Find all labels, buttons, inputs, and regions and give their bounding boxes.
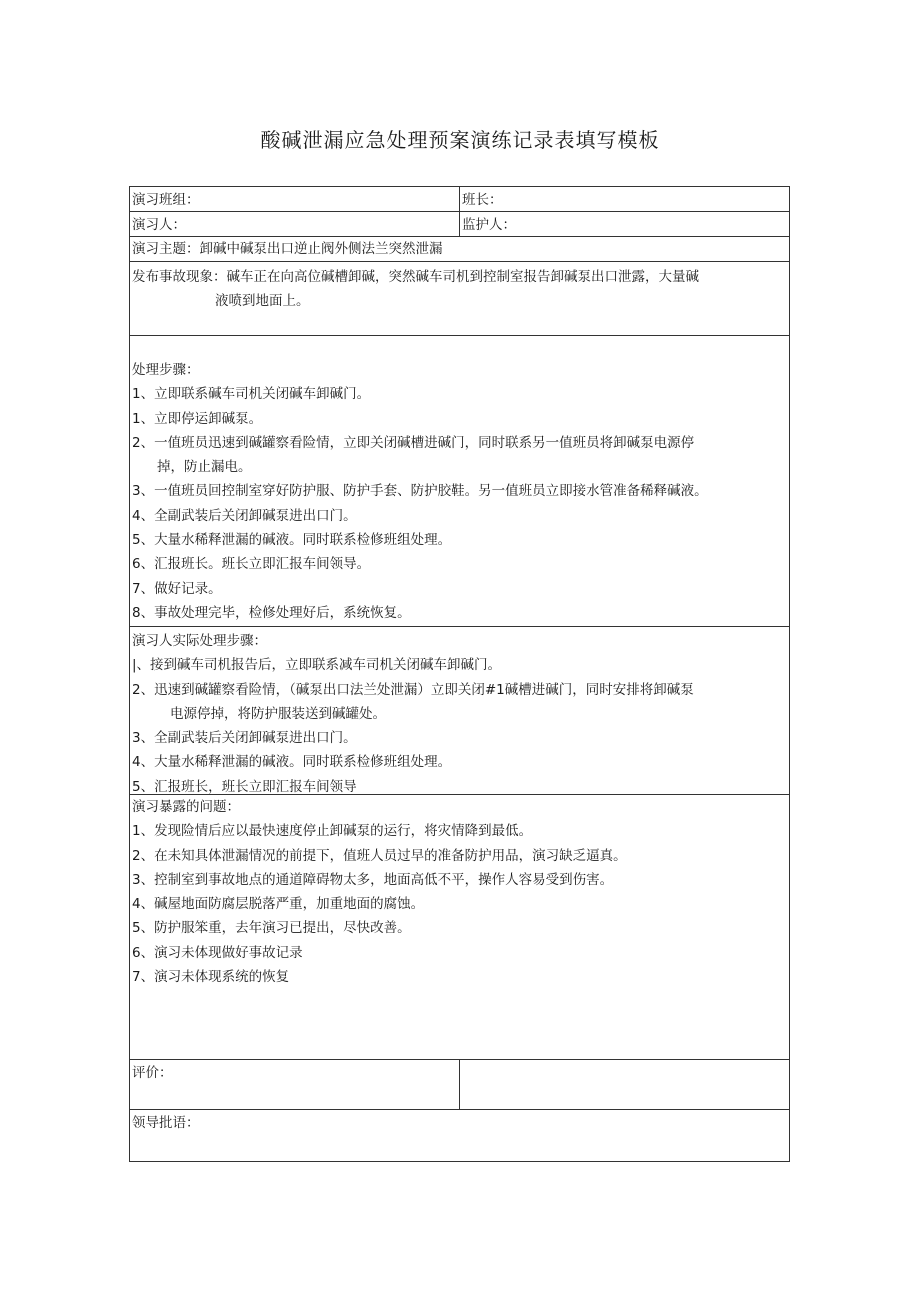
step-item: 4、全副武装后关闭卸碱泵进出口门。 — [132, 507, 357, 524]
step-item: 3、一值班员回控制室穿好防护服、防护手套、防护胶鞋。另一值班员立即接水管准备稀释碱液。 — [132, 483, 708, 500]
problem-item: 1、发现险情后应以最快速度停止卸碱泵的运行，将灾情降到最低。 — [132, 823, 533, 840]
actual-item-continued: 电源停掉，将防护服装送到碱罐处。 — [170, 705, 386, 722]
incident-line-2: 液喷到地面上。 — [215, 293, 310, 310]
problem-item: 6、演习未体现做好事故记录 — [132, 944, 303, 961]
step-item: 5、大量水稀释泄漏的碱液。同时联系检修班组处理。 — [132, 532, 452, 549]
step-item: 7、做好记录。 — [132, 580, 222, 597]
actual-item: 2、迅速到碱罐察看险情，（碱泵出口法兰处泄漏）立即关闭#1碱槽进碱门，同时安排将卸碱泵 — [132, 681, 694, 698]
problems-heading: 演习暴露的问题： — [132, 799, 240, 815]
steps-heading: 处理步骤： — [132, 362, 200, 378]
actual-item: 5、汇报班长，班长立即汇报车间领导 — [132, 778, 357, 795]
problem-item: 2、在未知具体泄漏情况的前提下，值班人员过早的准备防护用品，演习缺乏逼真。 — [132, 847, 627, 864]
incident-line-1: 发布事故现象：碱车正在向高位碱槽卸碱，突然碱车司机到控制室报告卸碱泵出口泄露，大量碱 — [132, 269, 699, 285]
problem-item: 7、演习未体现系统的恢复 — [132, 969, 290, 986]
step-item-continued: 掉，防止漏电。 — [157, 459, 252, 476]
page-title: 酸碱泄漏应急处理预案演练记录表填写模板 — [260, 128, 660, 152]
drill-topic: 演习主题：卸碱中碱泵出口逆止阀外侧法兰突然泄漏 — [132, 241, 443, 257]
row-person-guardian — [130, 212, 789, 237]
evaluation-label: 评价： — [130, 1060, 460, 1109]
drill-record-table — [129, 186, 790, 1162]
guardian-label: 监护人： — [462, 217, 516, 233]
person-label: 演习人： — [130, 212, 460, 236]
row-incident — [130, 262, 789, 336]
row-actual-steps — [130, 627, 789, 795]
step-item: 8、事故处理完毕，检修处理好后，系统恢复。 — [132, 604, 411, 621]
row-problems — [130, 795, 789, 1060]
actual-item: 4、大量水稀释泄漏的碱液。同时联系检修班组处理。 — [132, 754, 452, 771]
class-label: 演习班组： — [130, 187, 460, 211]
approval-label: 领导批语： — [132, 1115, 200, 1131]
problem-item: 3、控制室到事故地点的通道障碍物太多，地面高低不平，操作人容易受到伤害。 — [132, 871, 614, 888]
row-approval — [130, 1110, 789, 1161]
problem-item: 5、防护服笨重，去年演习已提出，尽快改善。 — [132, 920, 411, 937]
step-item: 6、汇报班长。班长立即汇报车间领导。 — [132, 556, 371, 573]
row-evaluation — [130, 1060, 789, 1110]
step-item: 1、立即停运卸碱泵。 — [132, 410, 263, 427]
step-item: 2、一值班员迅速到碱罐察看险情，立即关闭碱槽进碱门，同时联系另一值班员将卸碱泵电源停 — [132, 434, 695, 451]
row-topic — [130, 237, 789, 262]
actual-item: |、接到碱车司机报告后，立即联系减车司机关闭碱车卸碱门。 — [132, 657, 502, 674]
leader-label: 班长： — [462, 192, 503, 208]
actual-heading: 演习人实际处理步骤： — [132, 633, 267, 649]
row-class-leader — [130, 187, 789, 212]
actual-item: 3、全副武装后关闭卸碱泵进出口门。 — [132, 730, 357, 747]
row-steps — [130, 336, 789, 627]
problem-item: 4、碱屋地面防腐层脱落严重，加重地面的腐蚀。 — [132, 896, 425, 913]
evaluation-value — [460, 1060, 789, 1109]
step-item: 1、立即联系碱车司机关闭碱车卸碱门。 — [132, 386, 371, 403]
